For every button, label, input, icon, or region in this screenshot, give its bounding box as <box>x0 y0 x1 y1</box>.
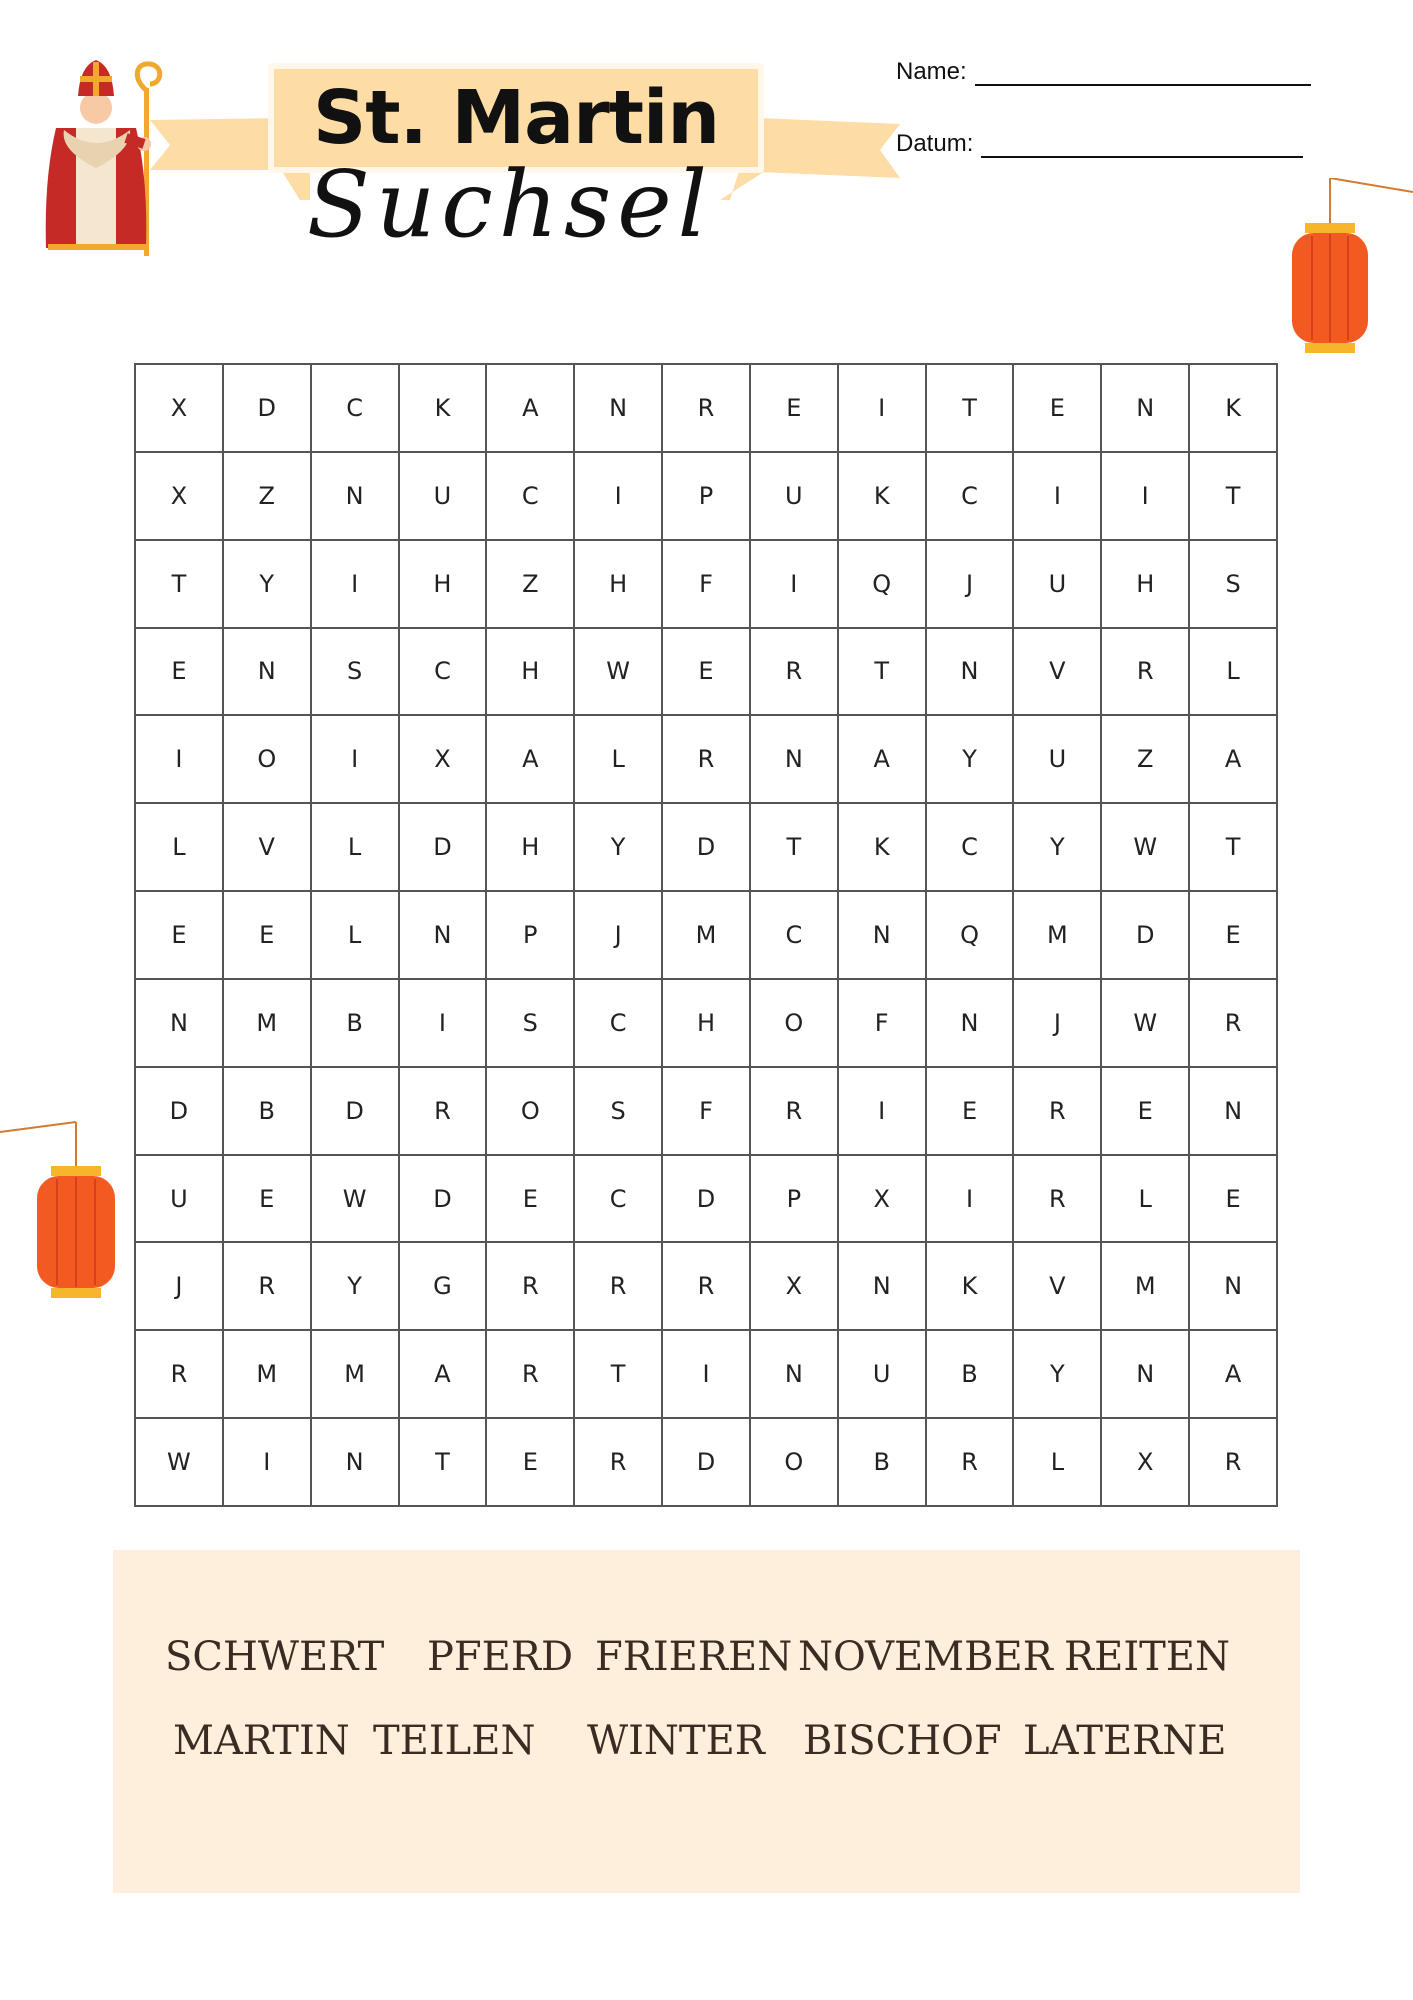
grid-cell[interactable]: H <box>1101 540 1189 628</box>
word-item: BISCHOF <box>803 1718 1002 1764</box>
grid-cell[interactable]: F <box>662 540 750 628</box>
grid-cell[interactable]: N <box>750 1330 838 1418</box>
word-item: NOVEMBER <box>798 1634 1053 1680</box>
grid-cell[interactable]: H <box>662 979 750 1067</box>
grid-cell[interactable]: X <box>750 1242 838 1330</box>
grid-cell[interactable]: X <box>838 1155 926 1243</box>
grid-cell[interactable]: E <box>486 1418 574 1506</box>
grid-cell[interactable]: N <box>838 891 926 979</box>
grid-cell[interactable]: F <box>662 1067 750 1155</box>
grid-cell[interactable]: J <box>135 1242 223 1330</box>
grid-cell[interactable]: V <box>1013 628 1101 716</box>
grid-cell[interactable]: R <box>1101 628 1189 716</box>
grid-cell[interactable]: E <box>135 628 223 716</box>
date-line[interactable] <box>981 138 1303 158</box>
grid-cell[interactable]: C <box>926 803 1014 891</box>
grid-cell[interactable]: E <box>750 364 838 452</box>
grid-cell[interactable]: J <box>574 891 662 979</box>
grid-cell[interactable]: G <box>399 1242 487 1330</box>
grid-cell[interactable]: I <box>1101 452 1189 540</box>
word-item: TEILEN <box>373 1718 536 1764</box>
grid-cell[interactable]: O <box>486 1067 574 1155</box>
grid-cell[interactable]: A <box>1189 715 1277 803</box>
grid-cell[interactable]: L <box>311 891 399 979</box>
grid-cell[interactable]: N <box>399 891 487 979</box>
grid-cell[interactable]: U <box>750 452 838 540</box>
grid-cell[interactable]: N <box>135 979 223 1067</box>
grid-cell[interactable]: V <box>1013 1242 1101 1330</box>
grid-cell[interactable]: I <box>574 452 662 540</box>
grid-cell[interactable]: E <box>135 891 223 979</box>
grid-cell[interactable]: I <box>223 1418 311 1506</box>
grid-cell[interactable]: E <box>223 891 311 979</box>
grid-cell[interactable]: A <box>486 715 574 803</box>
grid-cell[interactable]: K <box>1189 364 1277 452</box>
grid-cell[interactable]: E <box>662 628 750 716</box>
grid-cell[interactable]: X <box>1101 1418 1189 1506</box>
grid-cell[interactable]: H <box>486 803 574 891</box>
grid-cell[interactable]: Y <box>1013 803 1101 891</box>
grid-cell[interactable]: D <box>662 1155 750 1243</box>
grid-cell[interactable]: I <box>311 715 399 803</box>
grid-cell[interactable]: R <box>399 1067 487 1155</box>
grid-cell[interactable]: Z <box>1101 715 1189 803</box>
word-item: PFERD <box>427 1634 574 1680</box>
grid-cell[interactable]: R <box>750 1067 838 1155</box>
grid-cell[interactable]: N <box>574 364 662 452</box>
grid-cell[interactable]: H <box>486 628 574 716</box>
grid-cell[interactable]: R <box>662 1242 750 1330</box>
grid-cell[interactable]: D <box>399 803 487 891</box>
grid-cell[interactable]: L <box>1101 1155 1189 1243</box>
word-item: WINTER <box>587 1718 765 1764</box>
grid-cell[interactable]: N <box>311 1418 399 1506</box>
grid-cell[interactable]: I <box>838 1067 926 1155</box>
grid-cell[interactable]: P <box>486 891 574 979</box>
grid-cell[interactable]: R <box>486 1330 574 1418</box>
lantern-icon <box>1280 178 1413 363</box>
grid-cell[interactable]: T <box>1189 803 1277 891</box>
grid-cell[interactable]: R <box>1189 1418 1277 1506</box>
name-line[interactable] <box>975 66 1311 86</box>
grid-cell[interactable]: I <box>1013 452 1101 540</box>
grid-cell[interactable]: E <box>926 1067 1014 1155</box>
grid-cell[interactable]: R <box>1013 1155 1101 1243</box>
grid-cell[interactable]: E <box>223 1155 311 1243</box>
grid-cell[interactable]: M <box>311 1330 399 1418</box>
grid-cell[interactable]: H <box>399 540 487 628</box>
grid-cell[interactable]: C <box>486 452 574 540</box>
grid-cell[interactable]: O <box>223 715 311 803</box>
grid-cell[interactable]: R <box>926 1418 1014 1506</box>
page-title: St. Martin <box>312 75 720 161</box>
grid-cell[interactable]: F <box>838 979 926 1067</box>
grid-cell[interactable]: S <box>311 628 399 716</box>
date-label: Datum: <box>896 130 974 157</box>
grid-cell[interactable]: L <box>574 715 662 803</box>
grid-cell[interactable]: T <box>574 1330 662 1418</box>
grid-cell[interactable]: P <box>662 452 750 540</box>
word-item: LATERNE <box>1023 1718 1227 1764</box>
grid-cell[interactable]: Q <box>838 540 926 628</box>
grid-cell[interactable]: Q <box>926 891 1014 979</box>
grid-cell[interactable]: L <box>311 803 399 891</box>
grid-cell[interactable]: K <box>838 452 926 540</box>
grid-cell[interactable]: Y <box>1013 1330 1101 1418</box>
grid-cell[interactable]: E <box>486 1155 574 1243</box>
grid-cell[interactable]: D <box>223 364 311 452</box>
grid-cell[interactable]: B <box>223 1067 311 1155</box>
lantern-icon <box>0 1118 125 1308</box>
grid-cell[interactable]: R <box>574 1242 662 1330</box>
grid-cell[interactable]: N <box>1189 1242 1277 1330</box>
grid-cell[interactable]: E <box>1189 891 1277 979</box>
grid-cell[interactable]: D <box>135 1067 223 1155</box>
grid-cell[interactable]: J <box>926 540 1014 628</box>
grid-cell[interactable]: U <box>1013 540 1101 628</box>
grid-cell[interactable]: N <box>926 628 1014 716</box>
grid-cell[interactable]: N <box>1101 364 1189 452</box>
grid-cell[interactable]: T <box>838 628 926 716</box>
grid-cell[interactable]: N <box>926 979 1014 1067</box>
grid-cell[interactable]: I <box>399 979 487 1067</box>
word-item: FRIEREN <box>595 1634 793 1680</box>
grid-cell[interactable]: W <box>1101 803 1189 891</box>
grid-cell[interactable]: L <box>1013 1418 1101 1506</box>
grid-cell[interactable]: Y <box>223 540 311 628</box>
grid-cell[interactable]: C <box>750 891 838 979</box>
grid-cell[interactable]: I <box>838 364 926 452</box>
date-field[interactable] <box>896 130 1303 158</box>
word-item: SCHWERT <box>165 1634 385 1680</box>
grid-cell[interactable]: R <box>135 1330 223 1418</box>
grid-cell[interactable]: J <box>1013 979 1101 1067</box>
grid-cell[interactable]: D <box>662 1418 750 1506</box>
grid-cell[interactable]: E <box>1101 1067 1189 1155</box>
grid-cell[interactable]: M <box>1101 1242 1189 1330</box>
grid-cell[interactable]: V <box>223 803 311 891</box>
grid-cell[interactable]: S <box>1189 540 1277 628</box>
grid-cell[interactable]: H <box>574 540 662 628</box>
grid-cell[interactable]: R <box>662 715 750 803</box>
grid-cell[interactable]: I <box>135 715 223 803</box>
grid-cell[interactable]: Y <box>311 1242 399 1330</box>
grid-cell[interactable]: D <box>662 803 750 891</box>
grid-cell[interactable]: C <box>574 1155 662 1243</box>
grid-cell[interactable]: B <box>311 979 399 1067</box>
grid-cell[interactable]: W <box>135 1418 223 1506</box>
grid-cell[interactable]: E <box>1189 1155 1277 1243</box>
grid-cell[interactable]: C <box>399 628 487 716</box>
grid-cell[interactable]: A <box>838 715 926 803</box>
grid-cell[interactable]: R <box>223 1242 311 1330</box>
grid-cell[interactable]: C <box>574 979 662 1067</box>
grid-cell[interactable]: O <box>750 1418 838 1506</box>
grid-cell[interactable]: N <box>223 628 311 716</box>
grid-cell[interactable]: Z <box>223 452 311 540</box>
grid-cell[interactable]: N <box>1189 1067 1277 1155</box>
grid-cell[interactable]: R <box>1189 979 1277 1067</box>
grid-cell[interactable]: I <box>926 1155 1014 1243</box>
page-subtitle: Suchsel <box>306 151 714 258</box>
grid-cell[interactable]: K <box>399 364 487 452</box>
grid-cell[interactable]: K <box>838 803 926 891</box>
grid-cell[interactable]: X <box>135 364 223 452</box>
grid-cell[interactable]: A <box>399 1330 487 1418</box>
grid-cell[interactable]: T <box>399 1418 487 1506</box>
grid-cell[interactable]: U <box>838 1330 926 1418</box>
grid-cell[interactable]: A <box>486 364 574 452</box>
grid-cell[interactable]: W <box>574 628 662 716</box>
grid-cell[interactable]: Y <box>574 803 662 891</box>
grid-cell[interactable]: L <box>1189 628 1277 716</box>
grid-cell[interactable]: M <box>223 979 311 1067</box>
grid-cell[interactable]: Z <box>486 540 574 628</box>
grid-cell[interactable]: N <box>838 1242 926 1330</box>
grid-cell[interactable]: U <box>135 1155 223 1243</box>
grid-cell[interactable]: B <box>926 1330 1014 1418</box>
grid-cell[interactable]: M <box>1013 891 1101 979</box>
grid-cell[interactable]: X <box>135 452 223 540</box>
grid-cell[interactable]: T <box>135 540 223 628</box>
grid-cell[interactable]: I <box>311 540 399 628</box>
grid-cell[interactable]: R <box>662 364 750 452</box>
grid-cell[interactable]: O <box>750 979 838 1067</box>
grid-cell[interactable]: T <box>926 364 1014 452</box>
grid-cell[interactable]: I <box>750 540 838 628</box>
grid-cell[interactable]: U <box>399 452 487 540</box>
grid-cell[interactable]: R <box>750 628 838 716</box>
name-label: Name: <box>896 58 967 85</box>
grid-cell[interactable]: U <box>1013 715 1101 803</box>
grid-cell[interactable]: C <box>926 452 1014 540</box>
grid-cell[interactable]: B <box>838 1418 926 1506</box>
grid-cell[interactable]: R <box>486 1242 574 1330</box>
grid-cell[interactable]: M <box>223 1330 311 1418</box>
grid-cell[interactable]: S <box>486 979 574 1067</box>
grid-cell[interactable]: R <box>574 1418 662 1506</box>
grid-cell[interactable]: D <box>1101 891 1189 979</box>
grid-cell[interactable]: E <box>1013 364 1101 452</box>
grid-cell[interactable]: S <box>574 1067 662 1155</box>
grid-cell[interactable]: N <box>1101 1330 1189 1418</box>
grid-cell[interactable]: L <box>135 803 223 891</box>
word-search-grid <box>134 363 1278 1507</box>
grid-cell[interactable]: N <box>750 715 838 803</box>
grid-cell[interactable]: W <box>311 1155 399 1243</box>
grid-cell[interactable]: C <box>311 364 399 452</box>
grid-cell[interactable]: K <box>926 1242 1014 1330</box>
word-list-box <box>113 1550 1300 1893</box>
name-field[interactable] <box>896 58 1311 86</box>
grid-cell[interactable]: T <box>1189 452 1277 540</box>
word-item: REITEN <box>1064 1634 1230 1680</box>
grid-cell[interactable]: T <box>750 803 838 891</box>
grid-cell[interactable]: Y <box>926 715 1014 803</box>
grid-cell[interactable]: X <box>399 715 487 803</box>
grid-cell[interactable]: R <box>1013 1067 1101 1155</box>
grid-cell[interactable]: N <box>311 452 399 540</box>
grid-cell[interactable]: P <box>750 1155 838 1243</box>
grid-cell[interactable]: D <box>311 1067 399 1155</box>
grid-cell[interactable]: I <box>662 1330 750 1418</box>
grid-cell[interactable]: W <box>1101 979 1189 1067</box>
word-item: MARTIN <box>173 1718 350 1764</box>
grid-cell[interactable]: M <box>662 891 750 979</box>
grid-cell[interactable]: A <box>1189 1330 1277 1418</box>
grid-cell[interactable]: D <box>399 1155 487 1243</box>
